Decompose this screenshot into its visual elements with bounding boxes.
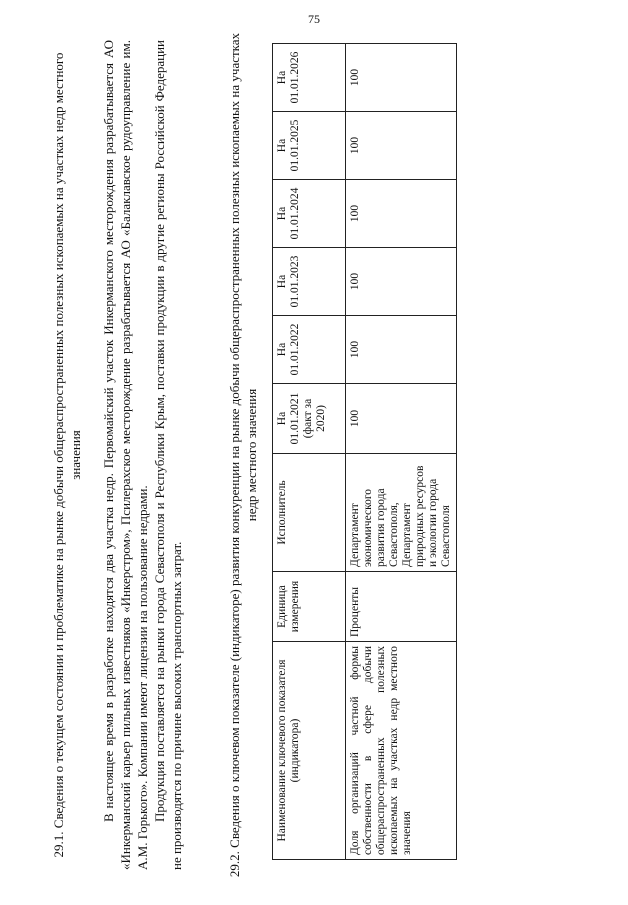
table-header-row xyxy=(273,44,346,860)
page-number: 75 xyxy=(308,12,320,26)
header-unit: Единица измерения xyxy=(273,572,346,642)
value-2025: 100 xyxy=(346,112,457,180)
header-executor: Исполнитель xyxy=(273,454,346,572)
table-title: 29.2. Сведения о ключевом показателе (индикаторе) развития конкуренции на рынке добычи общераспространенных полезных ископаемых на участках недр местного значения xyxy=(227,32,259,878)
kpi-table xyxy=(272,43,457,860)
header-2021: На 01.01.2021 (факт за 2020) xyxy=(273,384,346,454)
paragraph-1: В настоящее время в разработке находятся два участка недр. Первомайский участок Инкерманского месторождения разрабатывается АО «Инкерманский карьер пильных известняков «Инкерстром», Псилерахское месторождение разрабатывается АО «Балаклавское рудоуправление им. А.М. Горького». Компании имеют лицензии на пользование недрами. xyxy=(101,40,150,870)
header-2022: На 01.01.2022 xyxy=(273,316,346,384)
body-text xyxy=(100,40,185,870)
section-title: 29.1. Сведения о текущем состоянии и проблематике на рынке добычи общераспространенных полезных ископаемых на участках недр местного значения xyxy=(51,52,83,858)
header-2024: На 01.01.2024 xyxy=(273,180,346,248)
header-2026: На 01.01.2026 xyxy=(273,44,346,112)
value-2022: 100 xyxy=(346,316,457,384)
rotated-content xyxy=(32,30,592,880)
value-2023: 100 xyxy=(346,248,457,316)
header-name: Наименование ключевого показателя (индикатора) xyxy=(273,642,346,860)
indicator-name: Доля организаций частной формы собственности в сфере добычи общераспространенных полезных ископаемых на участках недр местного значения xyxy=(346,642,457,860)
header-2023: На 01.01.2023 xyxy=(273,248,346,316)
paragraph-2: Продукция поставляется на рынки города Севастополя и Республики Крым, поставки продукции в другие регионы Российской Федерации не производятся по причине высоких транспортных затрат. xyxy=(152,40,184,870)
unit-cell: Проценты xyxy=(346,572,457,642)
value-2024: 100 xyxy=(346,180,457,248)
header-2025: На 01.01.2025 xyxy=(273,112,346,180)
value-2021: 100 xyxy=(346,384,457,454)
value-2026: 100 xyxy=(346,44,457,112)
executor-cell: Департамент экономического развития города Севастополя, Департамент природных ресурсов и экологии города Севастополя xyxy=(346,454,457,572)
table-row xyxy=(346,44,457,860)
